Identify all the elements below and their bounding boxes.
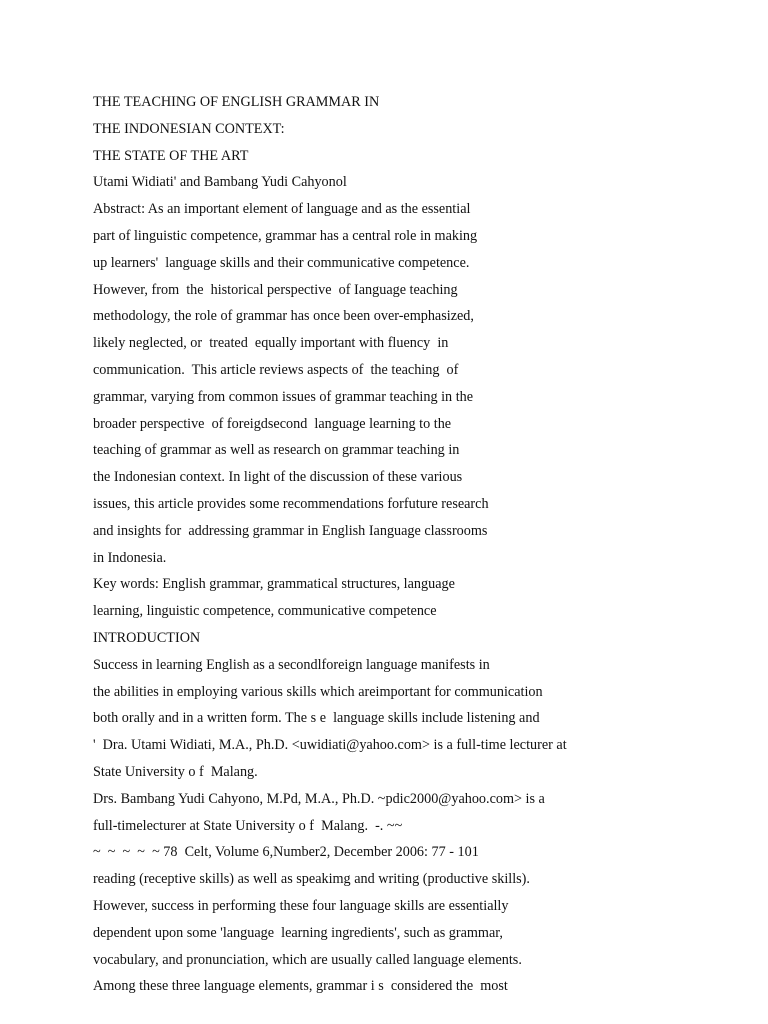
body-text-line: dependent upon some 'language learning ingredients', such as grammar, [93,924,503,941]
footnote-line: full-timelecturer at State University o f Malang. -. ~~ [93,817,403,834]
section-heading-introduction: INTRODUCTION [93,629,201,646]
body-text-line: Among these three language elements, grammar i s considered the most [93,978,508,995]
keywords-line: learning, linguistic competence, communicative competence [93,603,437,620]
abstract-line: Abstract: As an important element of language and as the essential [93,201,471,218]
body-text-line: vocabulary, and pronunciation, which are usually called language elements. [93,951,522,968]
title-line-1: THE TEACHING OF ENGLISH GRAMMAR IN [93,94,380,110]
abstract-line: teaching of grammar as well as research on grammar teaching in [93,442,460,459]
footnote-line: Drs. Bambang Yudi Cahyono, M.Pd, M.A., Ph.D. ~pdic2000@yahoo.com> is a [93,790,545,807]
abstract-line: part of linguistic competence, grammar has a central role in making [93,227,478,244]
abstract-line: and insights for addressing grammar in English Ianguage classrooms [93,522,488,539]
body-text-line: However, success in performing these four language skills are essentially [93,897,509,914]
abstract-line: issues, this article provides some recommendations forfuture research [93,495,489,512]
body-text-line: Success in learning English as a secondlforeign language manifests in [93,656,490,673]
authors-line: Utami Widiati' and Bambang Yudi Cahyonol [93,174,347,191]
document-body [93,92,567,1003]
abstract-line: in Indonesia. [93,549,167,566]
running-header-line: ~ ~ ~ ~ ~ 78 Celt, Volume 6,Number2, December 2006: 77 - 101 [93,844,479,861]
abstract-line: broader perspective of foreigdsecond language learning to the [93,415,452,432]
body-text-line: reading (receptive skills) as well as speakimg and writing (productive skills). [93,871,530,888]
abstract-line: grammar, varying from common issues of grammar teaching in the [93,388,474,405]
body-text-line: both orally and in a written form. The s e language skills include listening and [93,710,540,727]
abstract-line: However, from the historical perspective of Ianguage teaching [93,281,458,298]
abstract-line: likely neglected, or treated equally important with fluency in [93,335,449,352]
abstract-line: up learners' language skills and their communicative competence. [93,254,470,271]
abstract-line: the Indonesian context. In light of the discussion of these various [93,469,463,486]
title-line-3: THE STATE OF THE ART [93,147,249,164]
footnote-line: ' Dra. Utami Widiati, M.A., Ph.D. <uwidiati@yahoo.com> is a full-time lecturer at [93,737,567,754]
title-line-2: THE INDONESIAN CONTEXT: [93,120,285,137]
abstract-line: methodology, the role of grammar has once been over-emphasized, [93,308,474,325]
body-text-line: the abilities in employing various skills which areimportant for communication [93,683,543,700]
footnote-line: State University o f Malang. [93,763,258,780]
abstract-line: communication. This article reviews aspects of the teaching of [93,361,459,378]
keywords-line: Key words: English grammar, grammatical structures, language [93,576,455,593]
